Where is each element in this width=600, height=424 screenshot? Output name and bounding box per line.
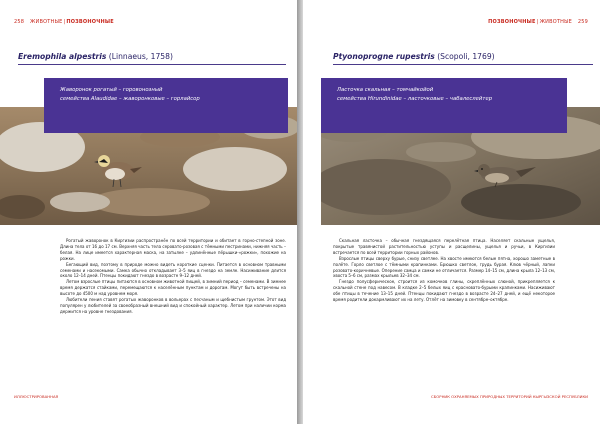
left-footer: ИЛЛЮСТРИРОВАННАЯ xyxy=(14,394,59,399)
right-footer: СБОРНИК ОХРАНЯЕМЫХ ПРИРОДНЫХ ТЕРРИТОРИЙ КЫРГЫЗСКОЙ РЕСПУБЛИКИ xyxy=(431,394,588,399)
left-box-line-1: Жаворонок рогатый – горовонозный xyxy=(60,87,163,93)
right-box-line-1: Ласточка скальная – томчайкойой xyxy=(337,87,434,93)
right-paragraph: Скальная ласточка – обычная гнездящаяся перелётная птица. Населяет скальные ущелья, покрытые травянистой растительностью уступы и расщелины, ущелья и ручьи, в Киргизии встречается по всей территории горных районов. xyxy=(333,238,555,255)
left-paragraph: Рогатый жаворонок в Киргизии распространён по всей территории и обитает в горно-степной зоне. Длина тела от 16 до 17 см. Верхняя часть тела серовато-розовая с тёмными пестринами, нижняя часть – белая. На лице имеется характерная маска, на затылке – удлинённые пёрышки-«рожки», похожие на рожки. xyxy=(60,238,286,261)
left-page xyxy=(0,0,297,424)
left-running-head: 258 ЖИВОТНЫЕ|ПОЗВОНОЧНЫЕ xyxy=(14,19,114,25)
left-box-line-2: семейства Alaudidae – жаворонковые – горлайсор xyxy=(60,96,200,102)
left-body-text xyxy=(60,238,286,315)
right-latin-name: Ptyonoprogne rupestris xyxy=(333,52,435,61)
right-title-rule xyxy=(333,64,593,65)
left-paragraph: Любители пения ставят рогатых жаворонков в вольерах с песчаным и щебнистым грунтом. Этот вид популярен у любителей за своеобразный внешний вид и спокойный характер. Летом при наличии корма держится на уровне гнездования. xyxy=(60,297,286,314)
right-author: (Scopoli, 1769) xyxy=(437,52,495,61)
right-species-title xyxy=(333,52,495,61)
right-page-number: 259 xyxy=(577,19,588,25)
left-paragraph: Летом взрослые птицы питаются в основном животной пищей, в зимний период – семенами. В зимнее время держатся стайками, перемещаются к населённым пунктам и дорогам. Могут быть встречены на высоте до 4500 м над уровнем моря. xyxy=(60,279,286,297)
left-paragraph: Бегающий вид, поэтому в природе можно видеть короткие сценки. Питается в основном травными семенами и насекомыми. Самка обычно откладывает 3–5 яиц в гнездо на земле. Насиживание длится около 12–14 дней. Птенцы покидают гнездо в возрасте 9–12 дней. xyxy=(60,261,286,279)
right-name-box xyxy=(321,78,567,133)
left-section-label: ЖИВОТНЫЕ xyxy=(29,19,63,25)
left-latin-name: Eremophila alpestris xyxy=(18,52,107,61)
right-paragraph: Взрослые птицы сверху бурые, снизу светлее. На хвосте имеются белые пятна, хорошо заметные в полёте. Горло светлое с тёмными крапинками. Брюшко светлое, грудь бурая. Клюв чёрный, лапки розовато-коричневые. Оперение самца и самки не отличается. Размер 14–15 см, длина крыла 12–13 см, хвоста 5–6 см, размах крыльев 32–34 см. xyxy=(333,255,555,279)
left-author: (Linnaeus, 1758) xyxy=(108,52,173,61)
left-page-number: 258 xyxy=(14,19,25,25)
left-name-box xyxy=(44,78,288,133)
left-title-rule xyxy=(18,64,286,65)
left-subsection-label: ПОЗВОНОЧНЫЕ xyxy=(66,19,114,25)
right-box-line-2: семейства Hirundinidae – ласточковые – чабалеслейтер xyxy=(337,96,493,102)
right-running-head: ПОЗВОНОЧНЫЕ|ЖИВОТНЫЕ 259 xyxy=(488,19,588,25)
right-page xyxy=(303,0,600,424)
right-subsection-label: ЖИВОТНЫЕ xyxy=(539,19,573,25)
right-paragraph: Гнездо полусферическое, строится из комочков глины, скреплённых слюной, прикрепляется к скальной стене под навесом. В кладке 2–5 белых яиц с красновато-бурыми крапинками. Насиживают обе птицы в течение 13–15 дней. Птенцы покидают гнездо в возрасте 24–27 дней, и ещё некоторое время родители докармливают их на лету. Отлёт на зимовку в сентябре–октябре. xyxy=(333,279,555,303)
right-body-text xyxy=(333,238,555,303)
left-species-title xyxy=(18,52,173,61)
right-section-label: ПОЗВОНОЧНЫЕ xyxy=(488,19,536,25)
